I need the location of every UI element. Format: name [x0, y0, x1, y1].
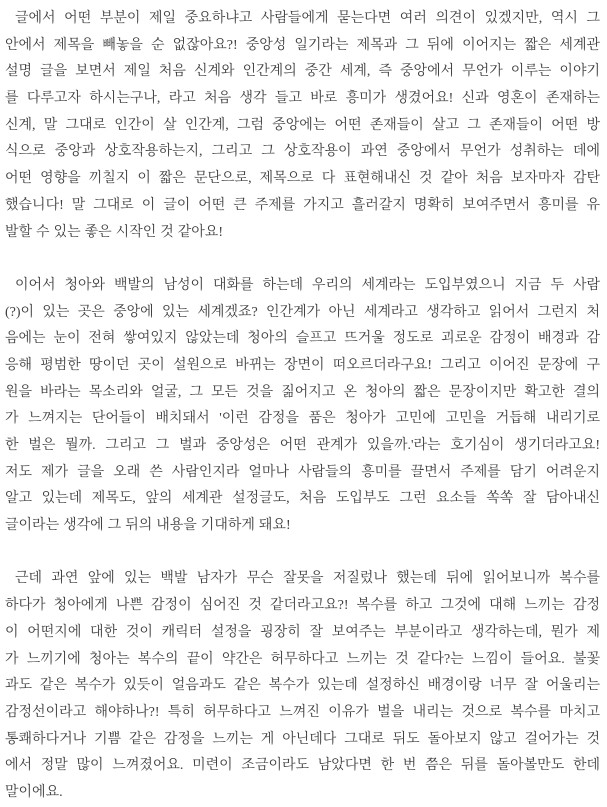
text-line: 응해 평범한 땅이던 곳이 설원으로 바뀌는 장면이 떠오르더라구요! 그리고 이어진 문장에 구 [5, 357, 600, 373]
text-line: 과도 같은 복수가 있듯이 얼음과도 같은 복수가 있는데 설정하신 배경이랑 너무 잘 어울리는 [5, 678, 600, 694]
text-line: 이 어떤지에 대한 것이 캐릭터 설정을 굉장히 잘 보여주는 부분이라고 생각하는데, 뭔가 제 [5, 624, 600, 640]
text-line: 통쾌하다거나 기쁨 같은 감정을 느끼는 게 아닌데다 그대로 뒤도 돌아보지 않고 걸어가는 것 [5, 731, 600, 747]
text-line: 하다가 청아에게 나쁜 감정이 심어진 것 같더라고요?! 복수를 하고 그것에 대해 느끼는 감정 [5, 598, 600, 614]
text-line: 안에서 제목을 빼놓을 순 없잖아요?! 중앙성 일기라는 제목과 그 뒤에 이어지는 짧은 세계관 [5, 37, 600, 53]
text-line: 음에는 눈이 전혀 쌓여있지 않았는데 청아의 슬프고 뜨거울 정도로 괴로운 감정이 배경과 감 [5, 331, 600, 347]
text-line: 알고 있는데 제목도, 앞의 세계관 설정글도, 처음 도입부도 그런 요소들 쏙쏙 잘 담아내신 [5, 491, 600, 507]
text-line: 한 벌은 뭘까. 그리고 그 벌과 중앙성은 어떤 관계가 있을까.'라는 호기심이 생기더라고요! [5, 438, 600, 453]
text-line: 글이라는 생각에 그 뒤의 내용을 기대하게 돼요! [5, 518, 291, 534]
paragraph-2 [5, 273, 600, 540]
text-line: 를 다루고자 하시는구나, 라고 처음 생각 들고 바로 흥미가 생겼어요! 신과 영혼이 존재하는 [5, 91, 600, 107]
text-line: 원을 바라는 목소리와 얼굴, 그 모든 것을 짊어지고 온 청아의 짧은 문장이지만 확고한 결의 [5, 384, 600, 400]
text-line: 식으로 중앙과 상호작용하는지, 그리고 그 상호작용이 과연 중앙에서 무언가 성취하는 데에 [5, 144, 600, 160]
text-line: 근데 과연 앞에 있는 백발 남자가 무슨 잘못을 저질렀나 했는데 뒤에 읽어보니까 복수를 [15, 571, 600, 587]
text-line: 가 느끼기에 청아는 복수의 끝이 약간은 허무하다고 느끼는 것 같다?는 느낌이 들어요. 불꽃 [5, 651, 600, 667]
text-line: 말이에요. [5, 784, 63, 800]
text-line: 에서 정말 많이 느껴졌어요. 미련이 조금이라도 남았다면 한 번 쯤은 뒤를 돌아볼만도 한데 [5, 758, 600, 774]
paragraph-1 [5, 6, 600, 246]
text-line: 글에서 어떤 부분이 제일 중요하냐고 사람들에게 묻는다면 여러 의견이 있겠지만, 역시 그 [15, 11, 600, 26]
text-line: 어떤 영향을 끼칠지 이 짧은 문단으로, 제목으로 다 표현해내신 것 같아 처음 보자마자 감탄 [5, 171, 600, 187]
paragraph-3 [5, 566, 600, 806]
text-line: 신계, 말 그대로 인간이 살 인간계, 그럼 중앙에는 어떤 존재들이 살고 그 존재들이 어떤 방 [5, 117, 600, 133]
text-line: 가 느껴지는 단어들이 배치돼서 '이런 감정을 품은 청아가 고민에 고민을 거듭해 내리기로 [5, 411, 600, 427]
text-line: 했습니다! 말 그대로 이 글이 어떤 큰 주제를 가지고 흘러갈지 명확히 보여주면서 흥미를 유 [5, 197, 600, 213]
text-line: 설명 글을 보면서 제일 처음 신계와 인간계의 중간 세계, 즉 중앙에서 무언가 이루는 이야기 [5, 64, 600, 80]
text-line: 발할 수 있는 좋은 시작인 것 같아요! [5, 224, 223, 240]
text-line: 저도 제가 글을 오래 쓴 사람인지라 얼마나 사람들의 흥미를 끌면서 주제를 담기 어려운지 [5, 464, 600, 480]
text-line: 이어서 청아와 백발의 남성이 대화를 하는데 우리의 세계라는 도입부였으니 지금 두 사람 [15, 277, 600, 293]
text-line: (?)이 있는 곳은 중앙에 있는 세계겠죠? 인간계가 아닌 세계라고 생각하고 읽어서 그런지 처 [5, 304, 600, 320]
text-line: 감정선이라고 해야하나?! 특히 허무하다고 느껴진 이유가 벌을 내리는 것으로 복수를 마치고 [5, 704, 600, 720]
